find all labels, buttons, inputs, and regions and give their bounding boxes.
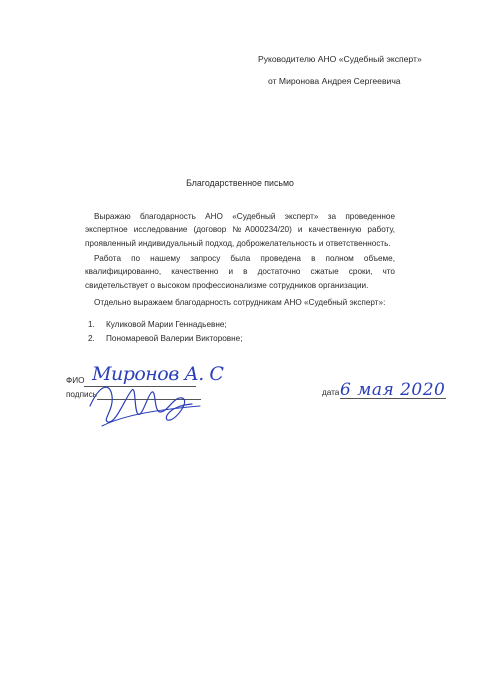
list-item-text: Пономаревой Валерии Викторовне; [106, 333, 243, 343]
letter-title: Благодарственное письмо [186, 178, 294, 188]
addressee-recipient: Руководителю АНО «Судебный эксперт» [258, 54, 422, 64]
paragraph-work-quality: Работа по нашему запросу была проведена в полном объеме, квалифицированно, качественно и в достаточно сжатые сроки, что свидетельствует о высоком профессионализме сотрудников организации. [85, 254, 395, 290]
paragraph-staff-thanks: Отдельно выражаем благодарность сотрудникам АНО «Судебный эксперт»: [94, 298, 386, 307]
list-item-text: Куликовой Марии Геннадьевне; [106, 320, 227, 329]
staff-list [88, 318, 243, 345]
addressee-block [258, 48, 422, 92]
paragraph-gratitude: Выражаю благодарность АНО «Судебный эксперт» за проведенное экспертное исследование (договор №А000234/20) и качественную работу, проявленный индивидуальный подход, доброжелательность и ответственность. [85, 212, 395, 248]
handwritten-signature [82, 376, 212, 432]
date-handwritten: 6 мая 2020 [340, 380, 446, 400]
addressee-sender: от Миронова Андрея Сергеевича [268, 76, 401, 86]
signature-label: подпись [66, 390, 97, 399]
fio-label: ФИО [66, 376, 85, 385]
list-item-number: 1. [88, 320, 95, 329]
list-item [88, 332, 243, 346]
list-item-number: 2. [88, 333, 95, 343]
list-item [88, 318, 243, 332]
date-label: дата [322, 388, 340, 397]
fio-handwritten: Миронов А. С [92, 363, 224, 385]
